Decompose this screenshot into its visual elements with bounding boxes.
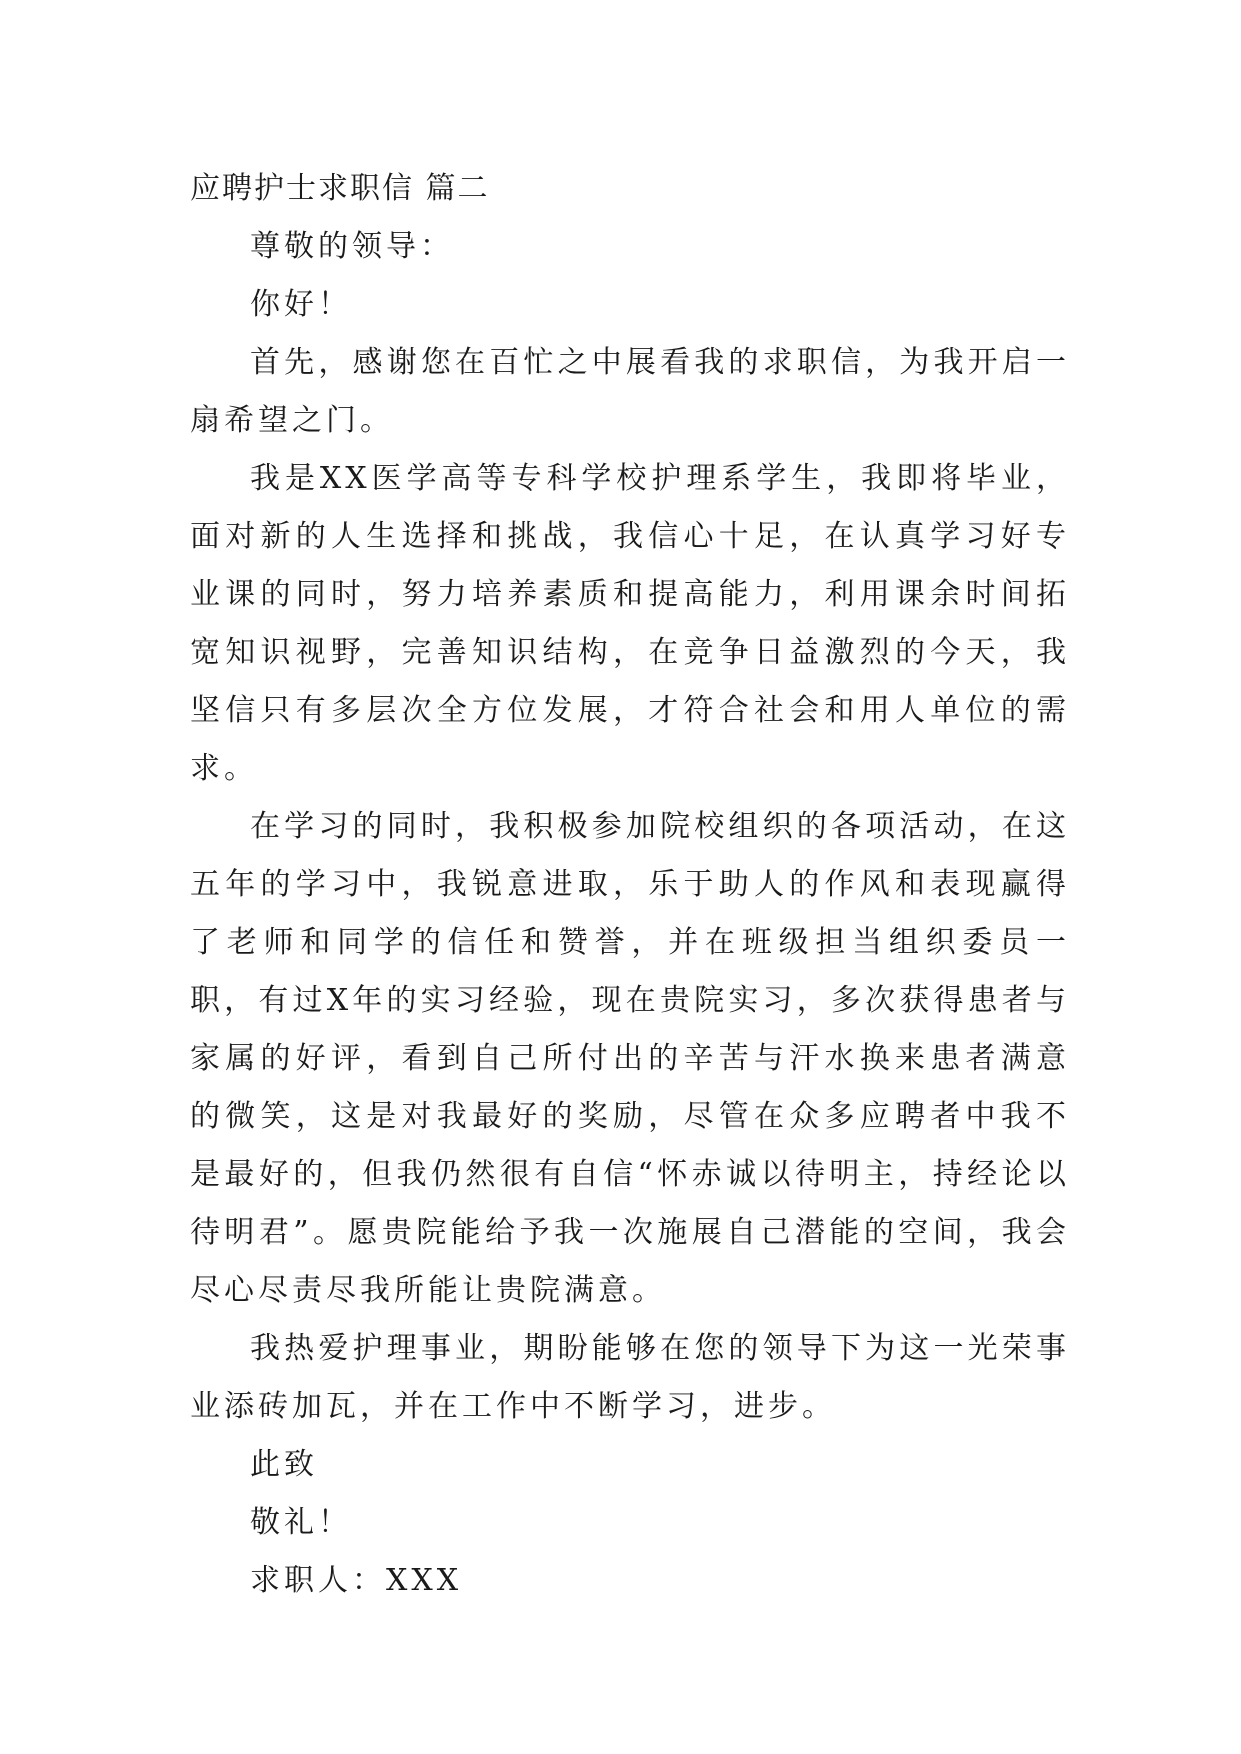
paragraph-aspiration: 我热爱护理事业，期盼能够在您的领导下为这一光荣事业添砖加瓦，并在工作中不断学习，进步。 xyxy=(190,1331,1070,1424)
paragraph-experience: 在学习的同时，我积极参加院校组织的各项活动，在这五年的学习中，我锐意进取，乐于助人的作风和表现赢得了老师和同学的信任和赞誉，并在班级担当组织委员一职，有过X年的实习经验，现在贵院实习，多次获得患者与家属的好评，看到自己所付出的辛苦与汗水换来患者满意的微笑，这是对我最好的奖励，尽管在众多应聘者中我不是最好的，但我仍然很有自信“怀赤诚以待明主，持经论以待明君”。愿贵院能给予我一次施展自己潜能的空间，我会尽心尽责尽我所能让贵院满意。 xyxy=(190,809,1070,1308)
closing-line-1: 此致 xyxy=(250,1447,318,1482)
signature: 求职人：XXX xyxy=(250,1563,463,1598)
paragraph-intro: 首先，感谢您在百忙之中展看我的求职信，为我开启一扇希望之门。 xyxy=(190,345,1070,438)
letter-body xyxy=(190,160,1070,1610)
salutation: 尊敬的领导： xyxy=(250,229,454,264)
paragraph-background: 我是XX医学高等专科学校护理系学生，我即将毕业，面对新的人生选择和挑战，我信心十足，在认真学习好专业课的同时，努力培养素质和提高能力，利用课余时间拓宽知识视野，完善知识结构，在竞争日益激烈的今天，我坚信只有多层次全方位发展，才符合社会和用人单位的需求。 xyxy=(190,461,1070,786)
closing-line-2: 敬礼！ xyxy=(250,1505,352,1540)
document-title: 应聘护士求职信 篇二 xyxy=(190,171,490,206)
greeting: 你好！ xyxy=(250,287,352,322)
